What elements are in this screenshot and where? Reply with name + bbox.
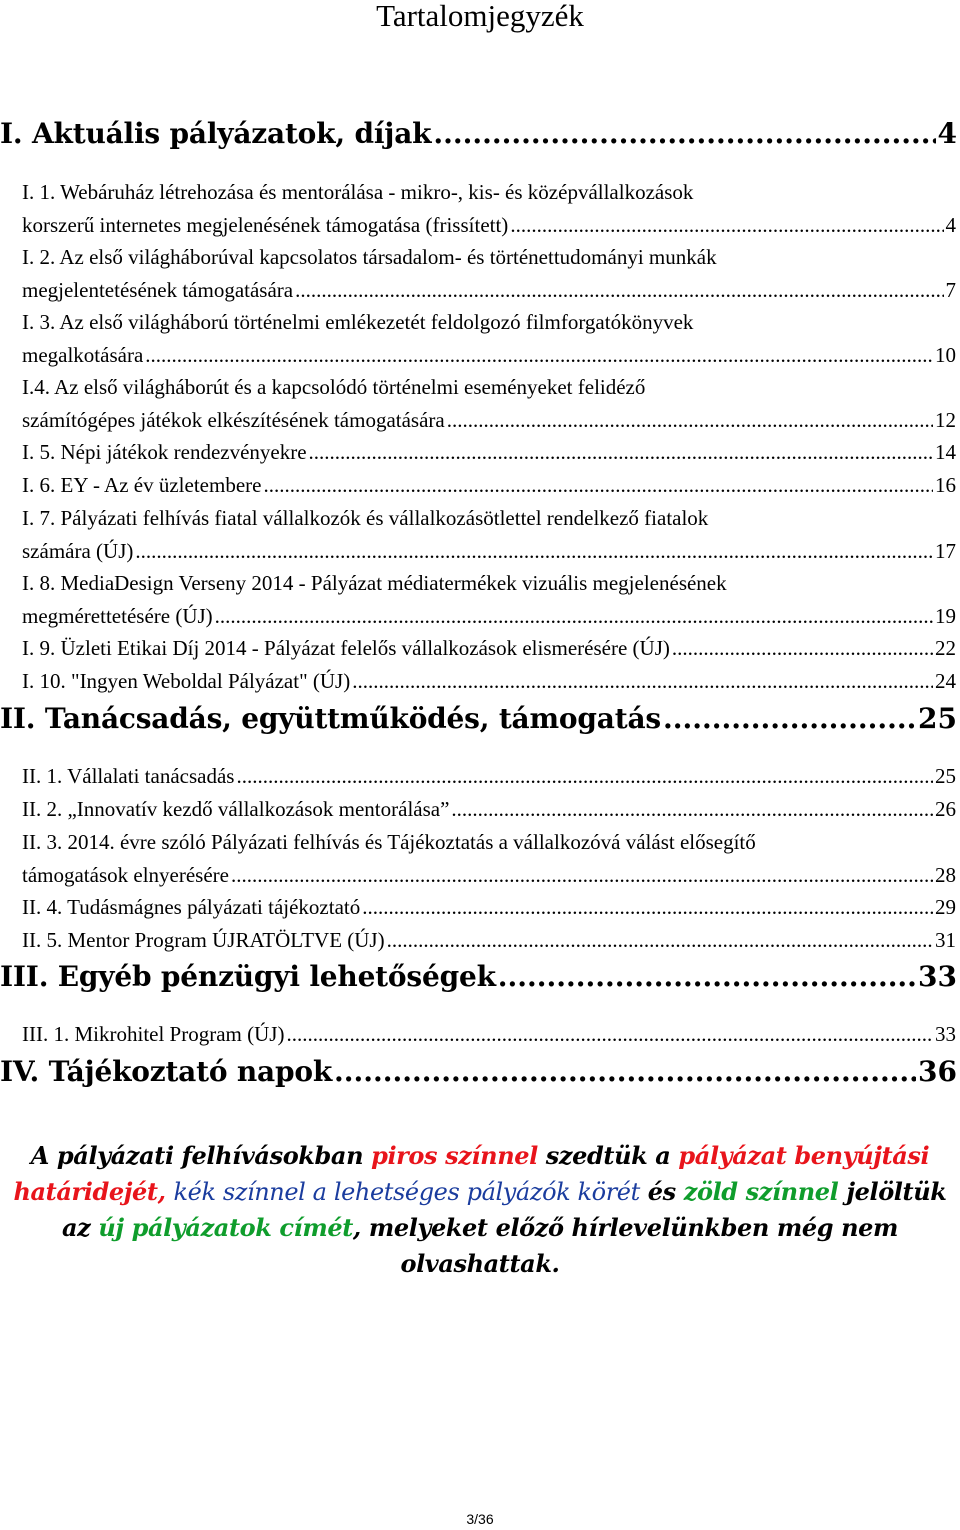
dot-leader xyxy=(231,859,933,892)
toc-entry-text: I. 3. Az első világháború történelmi emlékezetét feldolgozó filmforgatókönyvek xyxy=(22,310,694,334)
toc-entry-i3[interactable] xyxy=(22,306,956,371)
toc-page-number: 31 xyxy=(935,928,956,952)
toc-entry-i9[interactable] xyxy=(22,632,956,665)
dot-leader xyxy=(672,632,933,665)
dot-leader xyxy=(309,436,933,469)
toc-entry-i8[interactable] xyxy=(22,567,956,632)
note-text: A pályázati felhívásokban xyxy=(30,1141,372,1170)
toc-entry-text: korszerű internetes megjelenésének támogatása (frissített) xyxy=(22,212,509,237)
dot-leader xyxy=(135,535,933,568)
toc-page-number: 25 xyxy=(935,764,956,788)
toc-entry-i6[interactable] xyxy=(22,469,956,502)
toc-page-number: 24 xyxy=(935,669,956,693)
toc-entry-ii4[interactable] xyxy=(22,891,956,924)
toc-section-3[interactable] xyxy=(0,957,957,997)
toc-section-2[interactable] xyxy=(0,699,957,739)
toc-entry-text: II. 3. 2014. évre szóló Pályázati felhívás és Tájékoztatás a vállalkozóvá válást elősegítő xyxy=(22,830,756,854)
toc-entry-text: II. 4. Tudásmágnes pályázati tájékoztató xyxy=(22,895,361,919)
toc-page-number: 17 xyxy=(935,538,956,563)
toc-entry-i5[interactable] xyxy=(22,436,956,469)
toc-entry-ii5[interactable] xyxy=(22,924,956,957)
dot-leader xyxy=(295,274,943,307)
toc-section-label: IV. Tájékoztató napok xyxy=(0,1055,333,1088)
toc-page-number: 28 xyxy=(935,862,956,887)
toc-entry-i2[interactable] xyxy=(22,241,956,306)
note-text: , melyeket előző hírlevelünkben még nem olvashattak. xyxy=(352,1213,898,1278)
toc-entry-text: I. 10. "Ingyen Weboldal Pályázat" (ÚJ) xyxy=(22,669,351,693)
toc-page-number: 10 xyxy=(935,342,956,367)
page-number-footer: 3/36 xyxy=(466,1511,494,1527)
toc-entry-text: I. 6. EY - Az év üzletembere xyxy=(22,473,262,497)
toc-section-4[interactable] xyxy=(0,1052,957,1092)
toc-page-number: 12 xyxy=(935,407,956,432)
dot-leader xyxy=(334,1052,916,1092)
toc-entry-i4[interactable] xyxy=(22,371,956,436)
toc-section-label: II. Tanácsadás, együttműködés, támogatás xyxy=(0,702,661,735)
toc-entry-text: I. 7. Pályázati felhívás fiatal vállalkozók és vállalkozásötlettel rendelkező fiatalok xyxy=(22,506,709,530)
dot-leader xyxy=(451,793,933,826)
toc-page-number: 4 xyxy=(937,117,957,150)
toc-page-number: 14 xyxy=(935,440,956,464)
toc-section-label: III. Egyéb pénzügyi lehetőségek xyxy=(0,960,496,993)
note-blue-text: kék színnel a lehetséges pályázók körét xyxy=(173,1178,640,1206)
dot-leader xyxy=(663,699,916,739)
toc-page-number: 4 xyxy=(945,212,956,237)
dot-leader xyxy=(286,1018,933,1051)
toc-entry-text: megalkotására xyxy=(22,342,144,367)
page-title: Tartalomjegyzék xyxy=(376,0,584,33)
dot-leader xyxy=(387,924,933,957)
dot-leader xyxy=(352,665,933,698)
toc-entry-text: számítógépes játékok elkészítésének támogatására xyxy=(22,407,445,432)
note-red-text: pályázat benyújtási határidejét, xyxy=(13,1141,930,1206)
dot-leader xyxy=(145,339,933,372)
toc-page-number: 33 xyxy=(918,960,957,993)
toc-page-number: 25 xyxy=(918,702,957,735)
dot-leader xyxy=(498,957,916,997)
toc-entry-i7[interactable] xyxy=(22,502,956,567)
toc-entry-text: I. 1. Webáruház létrehozása és mentorálása - mikro-, kis- és középvállalkozások xyxy=(22,180,694,204)
toc-page-number: 16 xyxy=(935,473,956,497)
toc-entry-text: II. 1. Vállalati tanácsadás xyxy=(22,764,235,788)
toc-entry-text: III. 1. Mikrohitel Program (ÚJ) xyxy=(22,1022,285,1046)
toc-entry-iii1[interactable] xyxy=(22,1018,956,1051)
toc-entry-ii3[interactable] xyxy=(22,826,956,891)
note-text xyxy=(166,1177,174,1206)
dot-leader xyxy=(236,760,933,793)
toc-entry-i10[interactable] xyxy=(22,665,956,698)
toc-section-label: I. Aktuális pályázatok, díjak xyxy=(0,117,432,150)
dot-leader xyxy=(215,600,933,633)
note-text: és xyxy=(639,1177,684,1206)
dot-leader xyxy=(263,469,933,502)
dot-leader xyxy=(433,114,935,154)
toc-entry-text: I.4. Az első világháborút és a kapcsolódó történelmi eseményeket felidéző xyxy=(22,375,646,399)
toc-entry-text: támogatások elnyerésére xyxy=(22,862,229,887)
toc-entry-text: I. 2. Az első világháborúval kapcsolatos társadalom- és történettudományi munkák xyxy=(22,245,717,269)
toc-entry-text: megjelentetésének támogatására xyxy=(22,277,294,302)
toc-entry-text: I. 5. Népi játékok rendezvényekre xyxy=(22,440,307,464)
note-green-text: új pályázatok címét xyxy=(98,1213,353,1242)
toc-entry-text: II. 5. Mentor Program ÚJRATÖLTVE (ÚJ) xyxy=(22,928,385,952)
note-green-text: zöld színnel xyxy=(683,1177,839,1206)
toc-entry-text: megmérettetésére (ÚJ) xyxy=(22,603,213,628)
toc-entry-ii2[interactable] xyxy=(22,793,956,826)
toc-entry-ii1[interactable] xyxy=(22,760,956,793)
toc-page-number: 7 xyxy=(945,277,956,302)
note-red-text: piros színnel xyxy=(371,1141,538,1170)
toc-page-number: 26 xyxy=(935,797,956,821)
toc-entry-text: számára (ÚJ) xyxy=(22,538,134,563)
toc-entry-text: II. 2. „Innovatív kezdő vállalkozások mentorálása” xyxy=(22,797,450,821)
toc-page-number: 33 xyxy=(935,1022,956,1046)
dot-leader xyxy=(510,209,943,242)
toc-page-number: 29 xyxy=(935,895,956,919)
toc-page-number: 36 xyxy=(918,1055,957,1088)
note-text: jelöltük az xyxy=(62,1177,947,1242)
dot-leader xyxy=(447,404,933,437)
toc-entry-i1[interactable] xyxy=(22,176,956,241)
toc-page-number: 22 xyxy=(935,636,956,660)
dot-leader xyxy=(362,891,933,924)
note-text: szedtük a xyxy=(537,1141,679,1170)
toc-entry-text: I. 9. Üzleti Etikai Díj 2014 - Pályázat felelős vállalkozások elismerésére (ÚJ) xyxy=(22,636,670,660)
toc-entry-text: I. 8. MediaDesign Verseny 2014 - Pályázat médiatermékek vizuális megjelenésének xyxy=(22,571,727,595)
toc-section-1[interactable] xyxy=(0,114,957,154)
toc-page-number: 19 xyxy=(935,603,956,628)
color-legend-note xyxy=(10,1138,950,1282)
